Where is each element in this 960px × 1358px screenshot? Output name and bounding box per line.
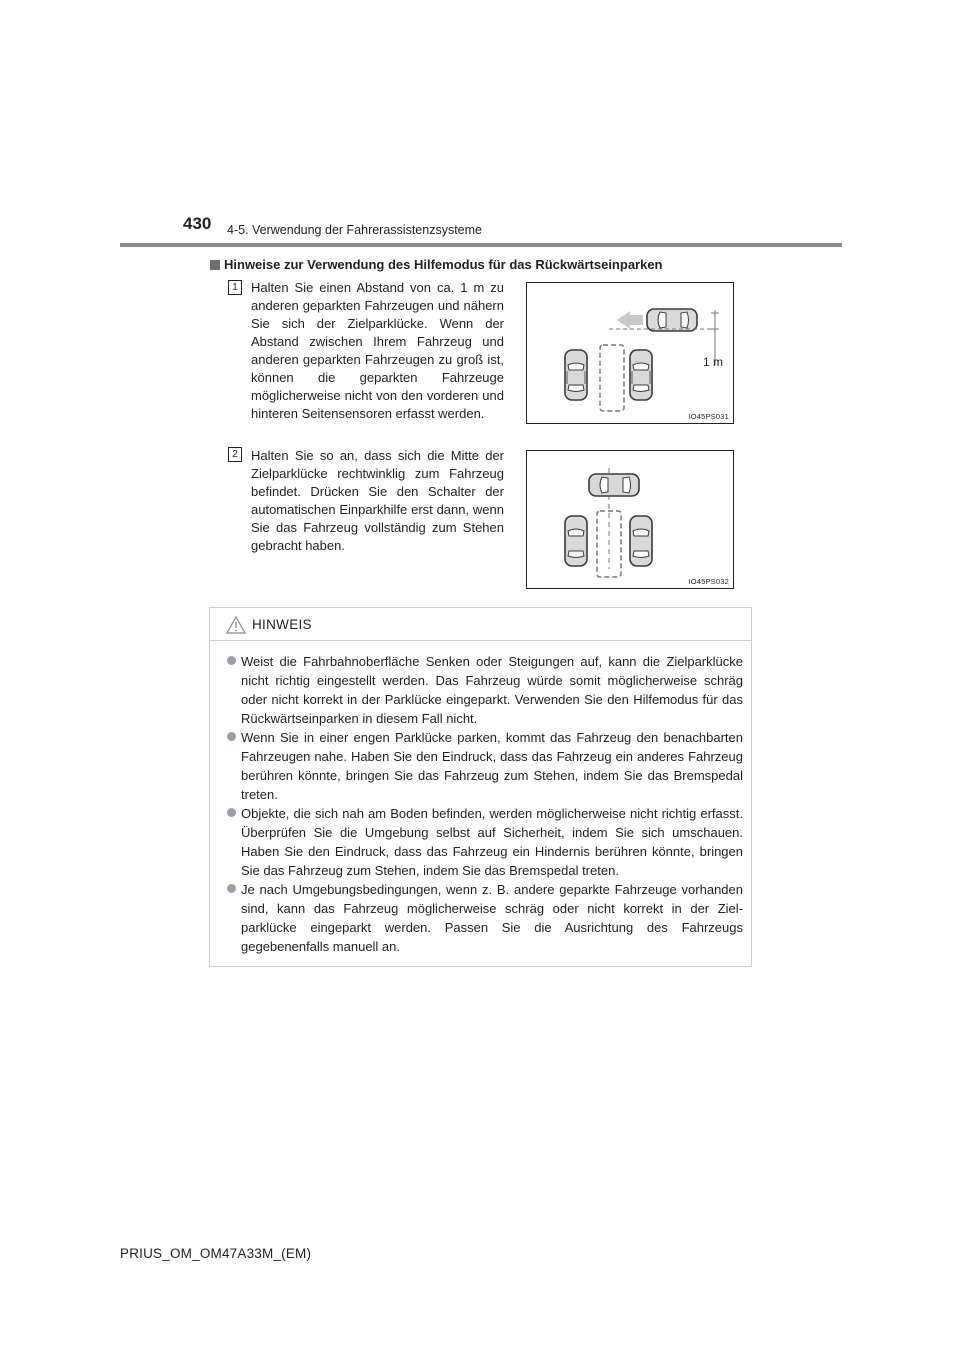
notice-bullet-text: Wenn Sie in einer engen Parklücke parken, kommt das Fahrzeug den benachbarten Fahrzeugen nahe. Haben Sie den Eindruck, dass das Fahrzeug ein anderes Fahrzeug berühren könnte, bringen Sie das Fahrzeug zum Stehen, indem Sie das Bremspedal treten.: [241, 730, 743, 802]
section-title: 4-5. Verwendung der Fahrerassistenzsysteme: [227, 223, 482, 237]
moving-car: [647, 309, 697, 331]
header-divider: [120, 243, 842, 247]
step-number-1: 1: [228, 280, 242, 295]
notice-bullet: [227, 652, 743, 728]
page-number: 430: [183, 214, 212, 233]
warning-triangle-icon: [226, 616, 246, 634]
footer-model-code: PRIUS_OM_OM47A33M_(EM): [120, 1246, 312, 1261]
notice-bullet-text: Objekte, die sich nah am Boden befinden, werden möglicherweise nicht richtig erfasst. Überprüfen Sie die Umgebung selbst auf Sicherheit, indem Sie sich umschauen. Haben Sie den Eindruck, dass das Fahrzeug ein Hindernis berühren könnte, bringen Sie das Fahrzeug zum Stehen, indem Sie das Bremspedal treten.: [241, 806, 743, 878]
distance-label: 1 m: [703, 355, 724, 369]
figure-approach-distance: [526, 282, 734, 424]
notice-header: [210, 608, 751, 641]
notice-bullet: [227, 880, 743, 956]
notice-box: [209, 607, 752, 967]
stopped-car: [589, 474, 639, 496]
bullet-dot-icon: [227, 808, 236, 817]
step-text-2: Halten Sie so an, dass sich die Mitte der Zielparklücke rechtwinklig zum Fahrzeug befindet. Drücken Sie den Schalter der automatischen Einparkhilfe erst dann, wenn Sie das Fahrzeug vollständig zum Stehen gebracht haben.: [251, 448, 504, 553]
bullet-dot-icon: [227, 656, 236, 665]
notice-bullet-text: Je nach Umgebungsbedingungen, wenn z. B. andere geparkte Fahrzeuge vorhanden sind, kann das Fahrzeug möglicherweise schräg oder nicht korrekt in der Ziel-parklücke eingeparkt werden. Passen Sie die Ausrichtung des Fahrzeugs gegebenenfalls manuell an.: [241, 882, 743, 954]
bullet-dot-icon: [227, 884, 236, 893]
notice-bullet: [227, 728, 743, 804]
subheading: [210, 257, 663, 273]
notice-title: HINWEIS: [252, 617, 312, 632]
notice-bullet: [227, 804, 743, 880]
figure-code: IO45PS031: [688, 412, 729, 421]
figure-stop-position: [526, 450, 734, 589]
figure-code: IO45PS032: [688, 577, 729, 586]
bullet-dot-icon: [227, 732, 236, 741]
square-bullet-icon: [210, 260, 220, 270]
subheading-text: Hinweise zur Verwendung des Hilfemodus für das Rückwärtseinparken: [224, 257, 663, 272]
step-number-2: 2: [228, 447, 242, 462]
notice-bullet-text: Weist die Fahrbahnoberfläche Senken oder Steigungen auf, kann die Zielparklücke nicht richtig eingestellt werden. Das Fahrzeug würde somit möglicherweise schräg oder nicht korrekt in der Parklücke eingeparkt. Verwenden Sie den Hilfemodus für das Rückwärtseinparken in diesem Fall nicht.: [241, 654, 743, 726]
step-text-1: Halten Sie einen Abstand von ca. 1 m zu anderen geparkten Fahrzeugen und nähern Sie sich der Zielparklücke. Wenn der Abstand zwischen Ihrem Fahrzeug und anderen geparkten Fahrzeugen zu groß ist, können die geparkten Fahrzeuge möglicherweise nicht von den vorderen und hinteren Seitensensoren erfasst werden.: [251, 280, 504, 421]
